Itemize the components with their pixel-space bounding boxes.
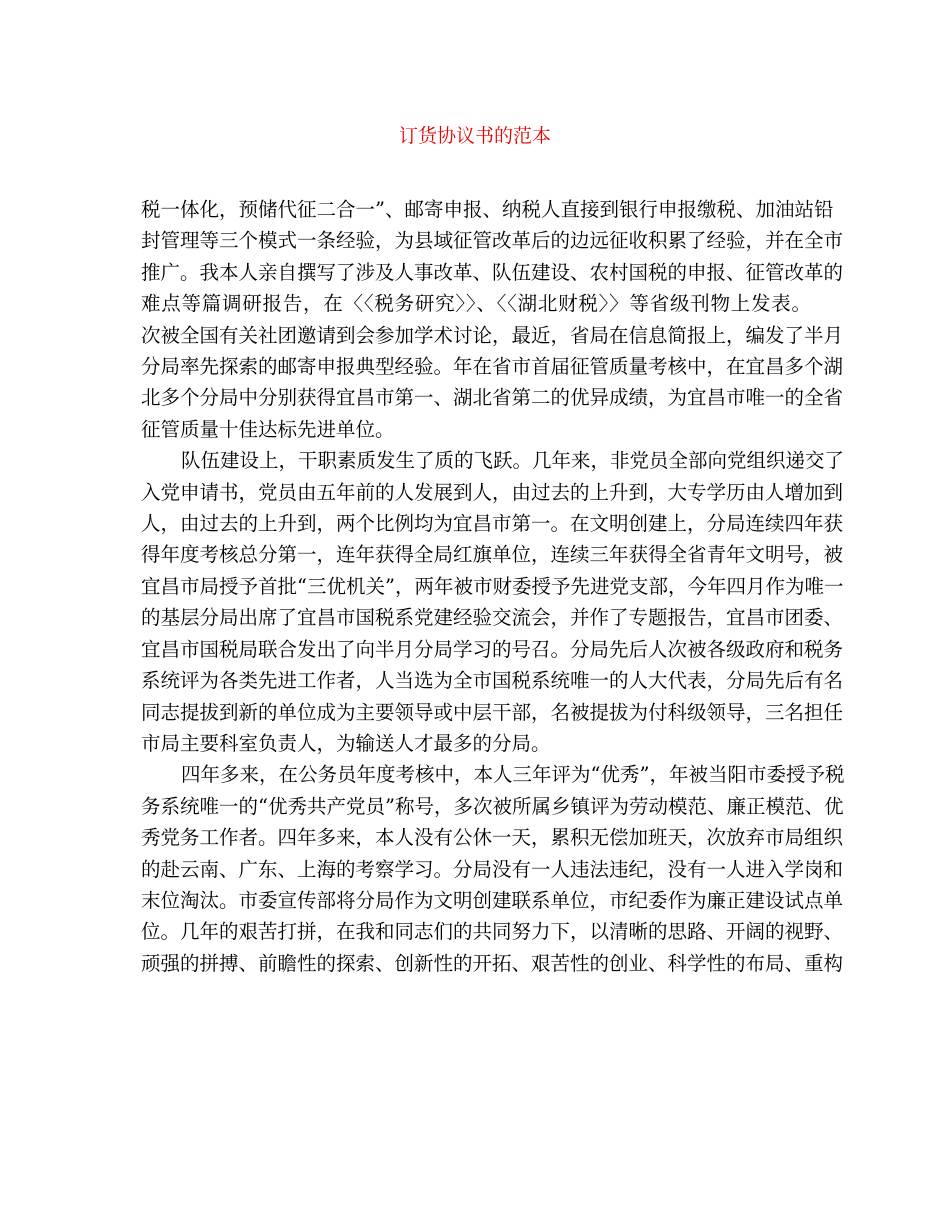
document-title: 订货协议书的范本 [398,125,551,147]
text-line: 系统评为各类先进工作者，人当选为全市国税系统唯一的人大代表，分局先后有名 [141,669,844,693]
text-line: 人，由过去的上升到，两个比例均为宜昌市第一。在文明创建上，分局连续四年获 [141,512,844,536]
text-line: 税一体化，预储代征二合一”、邮寄申报、纳税人直接到银行申报缴税、加油站铅 [141,198,834,221]
text-line: 北多个分局中分别获得宜昌市第一、湖北省第二的优异成绩，为宜昌市唯一的全省 [141,386,844,410]
text-line: 四年多来，在公务员年度考核中，本人三年评为“优秀”，年被当阳市委授予税 [181,763,845,787]
text-line: 得年度考核总分第一，连年获得全局红旗单位，连续三年获得全省青年文明号，被 [141,543,844,567]
text-line: 顽强的拼搏、前瞻性的探索、创新性的开拓、艰苦性的创业、科学性的布局、重构 [141,951,844,975]
text-line: 征管质量十佳达标先进单位。 [141,417,395,441]
text-line: 封管理等三个模式一条经验，为县域征管改革后的边远征收积累了经验，并在全市 [141,229,844,253]
text-line: 务系统唯一的“优秀共产党员”称号，多次被所属乡镇评为劳动模范、廉正模范、优 [141,794,844,818]
text-line: 宜昌市局授予首批“三优机关”，两年被市财委授予先进党支部，今年四月作为唯一 [141,574,844,598]
text-line: 次被全国有关社团邀请到会参加学术讨论，最近，省局在信息简报上，编发了半月 [141,323,844,347]
text-line: 秀党务工作者。四年多来，本人没有公休一天，累积无偿加班天，次放弃市局组织 [141,826,844,850]
text-line: 市局主要科室负责人，为输送人才最多的分局。 [141,731,551,755]
paragraph-3 [141,759,845,979]
text-line: 分局率先探索的邮寄申报典型经验。年在省市首届征管质量考核中，在宜昌多个湖 [141,355,844,379]
text-line: 的基层分局出席了宜昌市国税系党建经验交流会，并作了专题报告，宜昌市团委、 [141,606,844,630]
text-line: 推广。我本人亲自撰写了涉及人事改革、队伍建设、农村国税的申报、征管改革的 [141,260,844,284]
text-line: 末位淘汰。市委宣传部将分局作为文明创建联系单位，市纪委作为廉正建设试点单 [141,888,844,912]
text-line: 队伍建设上，干职素质发生了质的飞跃。几年来，非党员全部向党组织递交了 [181,449,845,473]
paragraph-2 [141,445,845,759]
text-line: 同志提拔到新的单位成为主要领导或中层干部，名被提拔为付科级领导，三名担任 [141,700,844,724]
text-line: 的赴云南、广东、上海的考察学习。分局没有一人违法违纪，没有一人进入学岗和 [141,857,844,881]
text-line: 入党申请书，党员由五年前的人发展到人，由过去的上升到，大专学历由人增加到 [141,480,844,504]
paragraph-1 [141,194,844,445]
text-line: 宜昌市国税局联合发出了向半月分局学习的号召。分局先后人次被各级政府和税务 [141,637,844,661]
text-line: 位。几年的艰苦打拼，在我和同志们的共同努力下，以清晰的思路、开阔的视野、 [141,920,844,944]
text-line: 难点等篇调研报告，在〈〈税务研究〉〉、〈〈湖北财税〉〉等省级刊物上发表。 [141,292,811,316]
document-body [141,194,845,979]
